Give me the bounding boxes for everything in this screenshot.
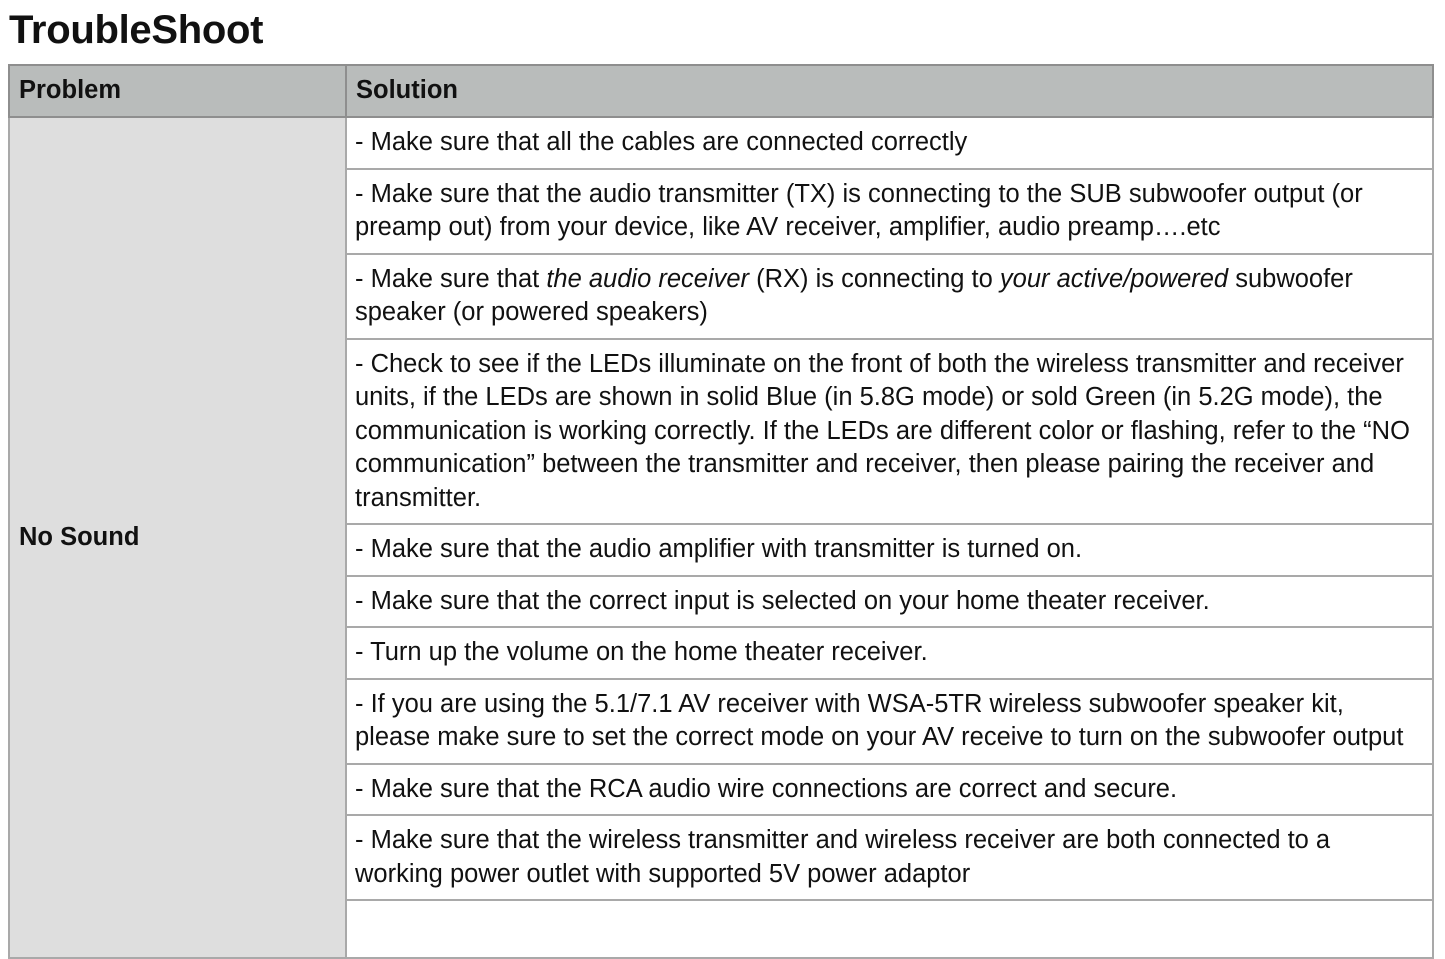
solution-text: - Make sure that — [355, 264, 547, 293]
solution-cell: - If you are using the 5.1/7.1 AV receiver with WSA-5TR wireless subwoofer speaker kit, please make sure to set the correct mode on your AV receive to turn on the subwoofer output — [346, 679, 1433, 764]
solution-cell: - Make sure that all the cables are connected correctly — [346, 117, 1433, 169]
solution-cell: - Make sure that the RCA audio wire connections are correct and secure. — [346, 764, 1433, 816]
solution-column-header: Solution — [346, 65, 1433, 117]
solution-cell — [346, 900, 1433, 958]
problem-cell-no-sound: No Sound — [9, 117, 346, 958]
problem-column-header: Problem — [9, 65, 346, 117]
page-title: TroubleShoot — [9, 8, 264, 52]
solution-text: subwoofer speaker (or powered speakers) — [355, 264, 1353, 326]
solution-cell: - Make sure that the wireless transmitter and wireless receiver are both connected to a working power outlet with supported 5V power adaptor — [346, 815, 1433, 900]
solution-cell — [346, 254, 1433, 339]
solution-text-italic: your active/powered — [999, 264, 1229, 293]
troubleshoot-table — [8, 64, 1434, 959]
solution-text-italic: the audio receiver — [546, 264, 750, 293]
solution-cell: - Make sure that the audio transmitter (TX) is connecting to the SUB subwoofer output (or preamp out) from your device, like AV receiver, amplifier, audio preamp….etc — [346, 169, 1433, 254]
solution-cell: - Turn up the volume on the home theater receiver. — [346, 627, 1433, 679]
table-header-row — [9, 65, 1433, 117]
solution-text: (RX) is connecting to — [749, 264, 1000, 293]
table-row — [9, 117, 1433, 169]
solution-cell: - Check to see if the LEDs illuminate on the front of both the wireless transmitter and receiver units, if the LEDs are shown in solid Blue (in 5.8G mode) or sold Green (in 5.2G mode), the communication is working correctly. If the LEDs are different color or flashing, refer to the “NO communication” between the transmitter and receiver, then please pairing the receiver and transmitter. — [346, 339, 1433, 525]
solution-cell: - Make sure that the correct input is selected on your home theater receiver. — [346, 576, 1433, 628]
solution-cell: - Make sure that the audio amplifier with transmitter is turned on. — [346, 524, 1433, 576]
